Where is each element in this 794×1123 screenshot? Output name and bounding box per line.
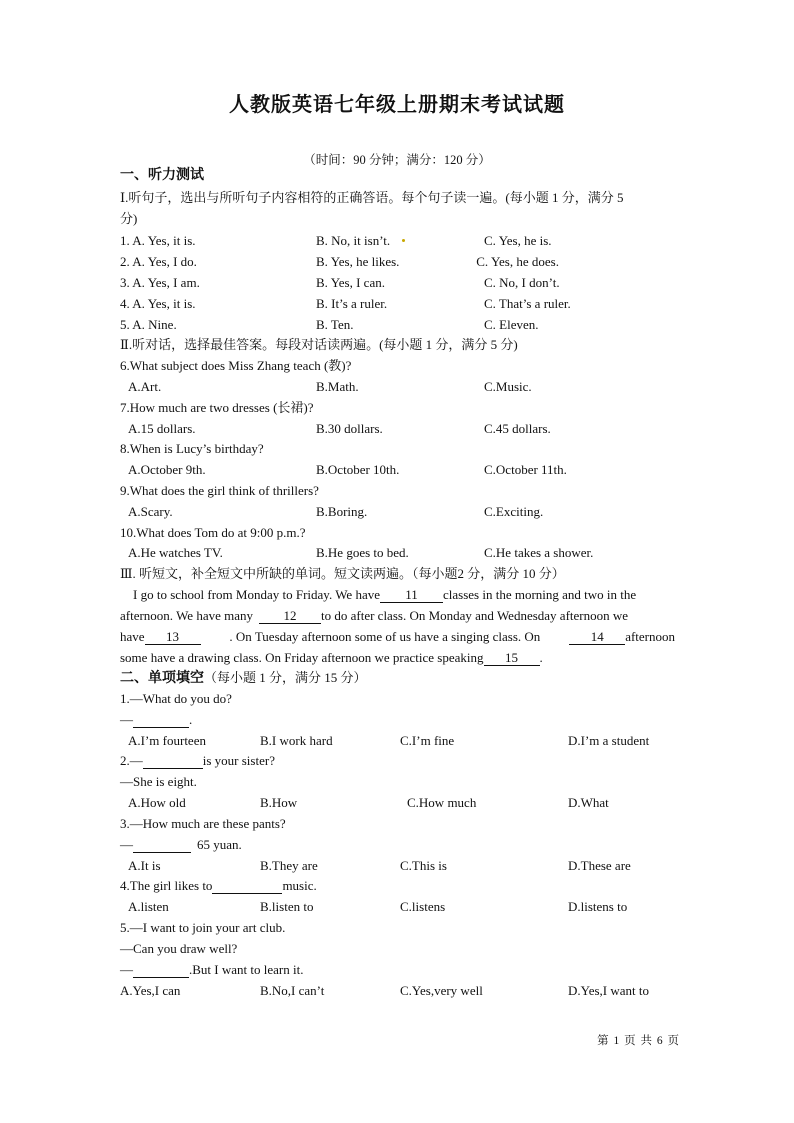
mc-q2-option-a: A.How old [128,795,186,810]
listening-q1-option-a: 1. A. Yes, it is. [120,233,196,248]
mc-q4-blank [212,878,282,894]
listening-q4-option-a: 4. A. Yes, it is. [120,296,196,311]
listening-q8-option-c: C.October 11th. [484,462,567,477]
mc-q2-question: 2.— is your sister? [120,753,275,768]
listening-q1-option-b: B. No, it isn’t. [316,233,391,248]
listening-q6-option-c: C.Music. [484,379,532,394]
mc-q3-question: 3.—How much are these pants? [120,816,286,831]
listening-q10-question: 10.What does Tom do at 9:00 p.m.? [120,525,306,540]
listening-q2-option-b: B. Yes, he likes. [316,254,400,269]
passage-line-3: have 13 . On Tuesday afternoon some of us have a singing class. On 14 afternoon [120,629,675,644]
mc-q1-response: — . [120,712,193,727]
listening-q3-option-c: C. No, I don’t. [484,275,560,290]
listening-q10-option-b: B.He goes to bed. [316,545,409,560]
listening-q2-option-c: C. Yes, he does. [473,254,559,269]
listening-q4-option-b: B. It’s a ruler. [316,296,388,311]
blank-11: 11 [380,587,443,603]
mc-q3-option-c: C.This is [400,858,447,873]
listening-q7-option-a: A.15 dollars. [128,421,196,436]
listening-q7-option-c: C.45 dollars. [484,421,551,436]
listening-q2-option-a: 2. A. Yes, I do. [120,254,197,269]
mc-q3-option-b: B.They are [260,858,318,873]
mc-q5-option-b: B.No,I can’t [260,983,325,998]
part-3-instruction: Ⅲ. 听短文，补全短文中所缺的单词。短文读两遍。（每小题2 分，满分 10 分） [120,566,565,581]
listening-q7-question: 7.How much are two dresses (长裙)? [120,400,314,415]
mc-q5-question: 5.—I want to join your art club. [120,920,286,935]
listening-q6-question: 6.What subject does Miss Zhang teach (教)? [120,358,352,373]
blank-13: 13 [145,629,201,645]
listening-q3-option-b: B. Yes, I can. [316,275,385,290]
passage-line-1: I go to school from Monday to Friday. We have 11 classes in the morning and two in the [133,587,637,602]
mc-q1-blank [133,712,189,728]
mc-q3-response: — 65 yuan. [120,837,242,852]
mc-q2-option-c: C.How much [407,795,477,810]
listening-q5-option-a: 5. A. Nine. [120,317,177,332]
mc-q2-option-b: B.How [260,795,298,810]
mc-q1-question: 1.—What do you do? [120,691,232,706]
listening-q8-option-b: B.October 10th. [316,462,400,477]
listening-q10-option-a: A.He watches TV. [128,545,223,560]
page-number-footer: 第 1 页 共 6 页 [597,1035,680,1047]
mc-q3-blank [133,837,191,853]
mc-q2-response: —She is eight. [120,774,197,789]
exam-time-and-score: （时间：90 分钟；满分：120 分） [303,153,491,167]
mc-q5-option-a: A.Yes,I can [120,983,181,998]
mc-q3-option-d: D.These are [568,858,631,873]
mc-q5-option-d: D.Yes,I want to [568,983,650,998]
listening-q9-option-c: C.Exciting. [484,504,544,519]
part-2-instruction: Ⅱ.听对话，选择最佳答案。每段对话读两遍。(每小题 1 分，满分 5 分) [120,337,518,352]
listening-q5-option-b: B. Ten. [316,317,354,332]
section-1-heading: 一、听力测试 [120,167,204,183]
part-1-instruction: Ⅰ.听句子，选出与所听句子内容相符的正确答语。每个句子读一遍。(每小题 1 分，满分 5 [120,190,624,205]
mc-q4-option-c: C.listens [400,899,446,914]
listening-q3-option-a: 3. A. Yes, I am. [120,275,200,290]
part-1-instruction-cont: 分) [120,211,138,226]
mc-q1-option-d: D.I’m a student [568,733,650,748]
mc-q4-option-a: A.listen [128,899,169,914]
mc-q4-option-d: D.listens to [568,899,628,914]
listening-q10-option-c: C.He takes a shower. [484,545,594,560]
mc-q3-option-a: A.It is [128,858,161,873]
mc-q5-blank [133,962,189,978]
passage-line-2: afternoon. We have many 12 to do after class. On Monday and Wednesday afternoon we [120,608,629,623]
listening-q9-option-b: B.Boring. [316,504,368,519]
page-title: 人教版英语七年级上册期末考试试题 [229,92,565,116]
mc-q5-response: — .But I want to learn it. [120,962,304,977]
mc-q1-option-b: B.I work hard [260,733,333,748]
listening-q8-option-a: A.October 9th. [128,462,206,477]
listening-q6-option-a: A.Art. [128,379,162,394]
blank-12: 12 [259,608,321,624]
blank-15: 15 [484,650,540,666]
mc-q5-option-c: C.Yes,very well [400,983,483,998]
mc-q5-followup: —Can you draw well? [120,941,238,956]
listening-q8-question: 8.When is Lucy’s birthday? [120,441,264,456]
listening-q1-option-c: C. Yes, he is. [484,233,552,248]
listening-q5-option-c: C. Eleven. [484,317,539,332]
passage-line-4: some have a drawing class. On Friday afternoon we practice speaking 15 . [120,650,543,665]
mc-q2-option-d: D.What [568,795,609,810]
mc-q1-option-c: C.I’m fine [400,733,455,748]
mc-q2-blank [143,753,203,769]
mc-q1-option-a: A.I’m fourteen [128,733,206,748]
mc-q4-option-b: B.listen to [260,899,314,914]
listening-q6-option-b: B.Math. [316,379,359,394]
listening-q9-option-a: A.Scary. [128,504,173,519]
listening-q9-question: 9.What does the girl think of thrillers? [120,483,319,498]
section-2-score-note: （每小题 1 分，满分 15 分） [204,670,367,685]
blank-14: 14 [569,629,625,645]
yellow-dot-mark [402,239,405,242]
section-2-heading: 二、单项填空（每小题 1 分，满分 15 分） [120,670,367,686]
mc-q4-question: 4.The girl likes to music. [120,878,317,893]
listening-q7-option-b: B.30 dollars. [316,421,383,436]
listening-q4-option-c: C. That’s a ruler. [484,296,571,311]
